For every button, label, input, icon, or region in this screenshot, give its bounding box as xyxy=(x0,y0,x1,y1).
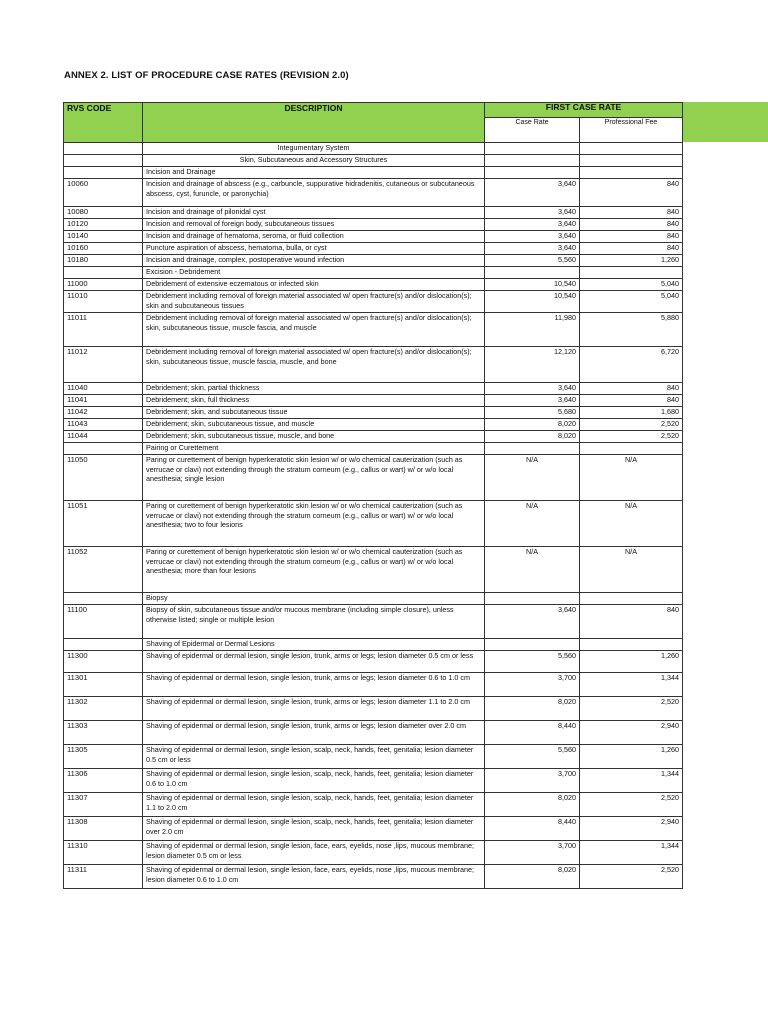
professional-fee-cell: N/A xyxy=(580,455,683,501)
case-rate-cell: 3,640 xyxy=(485,231,580,243)
case-rate-cell: 5,560 xyxy=(485,255,580,267)
rvs-code-cell: 11044 xyxy=(64,431,143,443)
rvs-code-cell: 11307 xyxy=(64,793,143,817)
rvs-code-cell: 11308 xyxy=(64,817,143,841)
case-rate-cell: 3,640 xyxy=(485,383,580,395)
case-rate-cell: 3,700 xyxy=(485,769,580,793)
description-cell: Incision and drainage of pilonidal cyst xyxy=(143,207,485,219)
case-rate-cell: 10,540 xyxy=(485,279,580,291)
code-cell xyxy=(64,593,143,605)
description-cell: Debridement of extensive eczematous or infected skin xyxy=(143,279,485,291)
professional-fee-header: Professional Fee xyxy=(580,118,683,143)
group-row xyxy=(64,593,683,605)
table-row xyxy=(64,407,683,419)
code-cell xyxy=(64,267,143,279)
professional-fee-cell xyxy=(580,639,683,651)
rvs-code-cell: 11000 xyxy=(64,279,143,291)
description-cell: Incision and removal of foreign body, subcutaneous tissues xyxy=(143,219,485,231)
header-row xyxy=(64,103,683,118)
professional-fee-cell: 2,940 xyxy=(580,817,683,841)
case-rate-cell: 3,640 xyxy=(485,605,580,639)
case-rate-cell: 8,020 xyxy=(485,431,580,443)
description-cell: Debridement including removal of foreign material associated w/ open fracture(s) and/or dislocation(s); skin, subcutaneous tissue, muscle fascia, and muscle xyxy=(143,313,485,347)
case-rate-cell: 8,020 xyxy=(485,865,580,889)
rvs-code-cell: 11050 xyxy=(64,455,143,501)
professional-fee-cell: 2,520 xyxy=(580,431,683,443)
professional-fee-cell: 840 xyxy=(580,179,683,207)
professional-fee-cell: 1,344 xyxy=(580,673,683,697)
table-row xyxy=(64,697,683,721)
professional-fee-cell: N/A xyxy=(580,501,683,547)
case-rate-cell: 8,440 xyxy=(485,817,580,841)
professional-fee-cell xyxy=(580,267,683,279)
description-cell: Shaving of epidermal or dermal lesion, single lesion, trunk, arms or legs; lesion diameter over 2.0 cm xyxy=(143,721,485,745)
description-cell: Shaving of epidermal or dermal lesion, single lesion, scalp, neck, hands, feet, genitalia; lesion diameter over 2.0 cm xyxy=(143,817,485,841)
rvs-code-cell: 11043 xyxy=(64,419,143,431)
professional-fee-cell: 2,520 xyxy=(580,697,683,721)
rvs-code-cell: 11040 xyxy=(64,383,143,395)
table-row xyxy=(64,501,683,547)
case-rate-cell: 8,020 xyxy=(485,697,580,721)
group-row xyxy=(64,443,683,455)
description-cell: Debridement; skin, partial thickness xyxy=(143,383,485,395)
case-rate-cell: 5,680 xyxy=(485,407,580,419)
table-row xyxy=(64,431,683,443)
case-rate-cell: 3,640 xyxy=(485,219,580,231)
professional-fee-cell: 1,344 xyxy=(580,841,683,865)
rvs-code-cell: 11041 xyxy=(64,395,143,407)
case-rate-cell: 3,640 xyxy=(485,207,580,219)
professional-fee-cell: 5,880 xyxy=(580,313,683,347)
professional-fee-cell xyxy=(580,143,683,155)
group-title: Incision and Drainage xyxy=(143,167,485,179)
group-title: Excision - Debridement xyxy=(143,267,485,279)
rvs-code-cell: 11302 xyxy=(64,697,143,721)
professional-fee-cell: 2,520 xyxy=(580,865,683,889)
professional-fee-cell: 840 xyxy=(580,395,683,407)
rvs-code-cell: 11051 xyxy=(64,501,143,547)
rvs-code-cell: 11301 xyxy=(64,673,143,697)
table-row xyxy=(64,817,683,841)
table-row xyxy=(64,605,683,639)
description-cell: Debridement; skin, subcutaneous tissue, muscle, and bone xyxy=(143,431,485,443)
group-title: Pairing or Curettement xyxy=(143,443,485,455)
case-rate-cell: 11,980 xyxy=(485,313,580,347)
rvs-code-cell: 11306 xyxy=(64,769,143,793)
group-title: Shaving of Epidermal or Dermal Lesions xyxy=(143,639,485,651)
rvs-code-cell: 11100 xyxy=(64,605,143,639)
description-cell: Debridement; skin, subcutaneous tissue, and muscle xyxy=(143,419,485,431)
table-row xyxy=(64,219,683,231)
rvs-code-cell: 11052 xyxy=(64,547,143,593)
description-cell: Shaving of epidermal or dermal lesion, single lesion, face, ears, eyelids, nose ,lips, mucous membrane; lesion diameter 0.6 to 1.0 cm xyxy=(143,865,485,889)
description-header: DESCRIPTION xyxy=(143,103,485,143)
professional-fee-cell: 1,260 xyxy=(580,255,683,267)
description-cell: Paring or curettement of benign hyperkeratotic skin lesion w/ or w/o chemical cauterization (such as verrucae or clavi) not extending through the stratum corneum (e.g., callus or wart) w/ or w/o local anesthesia; single lesion xyxy=(143,455,485,501)
case-rate-cell: N/A xyxy=(485,501,580,547)
professional-fee-cell: 1,260 xyxy=(580,651,683,673)
professional-fee-cell: 840 xyxy=(580,383,683,395)
description-cell: Biopsy of skin, subcutaneous tissue and/or mucous membrane (including simple closure), unless otherwise listed; single or multiple lesion xyxy=(143,605,485,639)
code-cell xyxy=(64,639,143,651)
rvs-code-cell: 11311 xyxy=(64,865,143,889)
section-title: Integumentary System xyxy=(143,143,485,155)
description-cell: Shaving of epidermal or dermal lesion, single lesion, trunk, arms or legs; lesion diameter 0.5 cm or less xyxy=(143,651,485,673)
professional-fee-cell: 840 xyxy=(580,605,683,639)
rvs-code-cell: 10080 xyxy=(64,207,143,219)
professional-fee-cell: 1,680 xyxy=(580,407,683,419)
table-row xyxy=(64,313,683,347)
professional-fee-cell: 2,940 xyxy=(580,721,683,745)
professional-fee-cell: 2,520 xyxy=(580,419,683,431)
professional-fee-cell: 840 xyxy=(580,231,683,243)
case-rate-cell: N/A xyxy=(485,547,580,593)
description-cell: Shaving of epidermal or dermal lesion, single lesion, scalp, neck, hands, feet, genitalia; lesion diameter 1.1 to 2.0 cm xyxy=(143,793,485,817)
rvs-code-cell: 11300 xyxy=(64,651,143,673)
professional-fee-cell: 840 xyxy=(580,243,683,255)
section-row xyxy=(64,143,683,155)
table-row xyxy=(64,291,683,313)
first-case-rate-header: FIRST CASE RATE xyxy=(485,103,683,118)
description-cell: Shaving of epidermal or dermal lesion, single lesion, scalp, neck, hands, feet, genitalia; lesion diameter 0.6 to 1.0 cm xyxy=(143,769,485,793)
case-rate-cell: 3,700 xyxy=(485,673,580,697)
table-row xyxy=(64,793,683,817)
description-cell: Puncture aspiration of abscess, hematoma, bulla, or cyst xyxy=(143,243,485,255)
table-row xyxy=(64,279,683,291)
professional-fee-cell: 840 xyxy=(580,207,683,219)
table-row xyxy=(64,769,683,793)
case-rate-cell xyxy=(485,167,580,179)
professional-fee-cell: 1,260 xyxy=(580,745,683,769)
rvs-code-cell: 10180 xyxy=(64,255,143,267)
professional-fee-cell: 2,520 xyxy=(580,793,683,817)
code-cell xyxy=(64,143,143,155)
case-rate-cell: 8,020 xyxy=(485,793,580,817)
table-row xyxy=(64,255,683,267)
professional-fee-cell: N/A xyxy=(580,547,683,593)
group-row xyxy=(64,267,683,279)
rvs-code-cell: 10140 xyxy=(64,231,143,243)
case-rate-cell: 10,540 xyxy=(485,291,580,313)
professional-fee-cell: 5,040 xyxy=(580,279,683,291)
table-row xyxy=(64,841,683,865)
case-rate-cell: 5,560 xyxy=(485,651,580,673)
description-cell: Paring or curettement of benign hyperkeratotic skin lesion w/ or w/o chemical cauterization (such as verrucae or clavi) not extending through the stratum corneum (e.g., callus or wart) w/ or w/o local anesthesia; two to four lesions xyxy=(143,501,485,547)
rvs-code-cell: 10120 xyxy=(64,219,143,231)
case-rate-cell xyxy=(485,443,580,455)
table-row xyxy=(64,243,683,255)
rvs-code-cell: 11011 xyxy=(64,313,143,347)
case-rate-cell: 3,700 xyxy=(485,841,580,865)
description-cell: Shaving of epidermal or dermal lesion, single lesion, face, ears, eyelids, nose ,lips, mucous membrane; lesion diameter 0.5 cm or less xyxy=(143,841,485,865)
table-row xyxy=(64,865,683,889)
group-row xyxy=(64,167,683,179)
professional-fee-cell: 1,344 xyxy=(580,769,683,793)
description-cell: Paring or curettement of benign hyperkeratotic skin lesion w/ or w/o chemical cauterization (such as verrucae or clavi) not extending through the stratum corneum (e.g., callus or wart) w/ or w/o local anesthesia; more than four lesions xyxy=(143,547,485,593)
rvs-code-cell: 10060 xyxy=(64,179,143,207)
case-rate-cell xyxy=(485,639,580,651)
group-title: Biopsy xyxy=(143,593,485,605)
description-cell: Debridement; skin, full thickness xyxy=(143,395,485,407)
rvs-code-cell: 11012 xyxy=(64,347,143,383)
professional-fee-cell: 5,040 xyxy=(580,291,683,313)
rvs-code-cell: 10160 xyxy=(64,243,143,255)
case-rate-cell: 12,120 xyxy=(485,347,580,383)
case-rate-cell: 5,560 xyxy=(485,745,580,769)
section-title: Skin, Subcutaneous and Accessory Structures xyxy=(143,155,485,167)
procedure-table xyxy=(63,102,683,889)
rvs-code-header: RVS CODE xyxy=(64,103,143,143)
document-title: ANNEX 2. LIST OF PROCEDURE CASE RATES (REVISION 2.0) xyxy=(64,70,349,81)
description-cell: Debridement including removal of foreign material associated w/ open fracture(s) and/or dislocation(s); skin and subcutaneous tissues xyxy=(143,291,485,313)
table-row xyxy=(64,745,683,769)
table-row xyxy=(64,383,683,395)
rvs-code-cell: 11042 xyxy=(64,407,143,419)
professional-fee-cell xyxy=(580,593,683,605)
professional-fee-cell xyxy=(580,155,683,167)
code-cell xyxy=(64,155,143,167)
case-rate-cell: 3,640 xyxy=(485,243,580,255)
description-cell: Shaving of epidermal or dermal lesion, single lesion, scalp, neck, hands, feet, genitalia; lesion diameter 0.5 cm or less xyxy=(143,745,485,769)
case-rate-cell: 8,440 xyxy=(485,721,580,745)
table-row xyxy=(64,207,683,219)
description-cell: Incision and drainage, complex, postoperative wound infection xyxy=(143,255,485,267)
description-cell: Shaving of epidermal or dermal lesion, single lesion, trunk, arms or legs; lesion diameter 0.6 to 1.0 cm xyxy=(143,673,485,697)
table-row xyxy=(64,179,683,207)
case-rate-cell xyxy=(485,155,580,167)
professional-fee-cell: 6,720 xyxy=(580,347,683,383)
group-row xyxy=(64,639,683,651)
professional-fee-cell: 840 xyxy=(580,219,683,231)
professional-fee-cell xyxy=(580,443,683,455)
rvs-code-cell: 11305 xyxy=(64,745,143,769)
rvs-code-cell: 11303 xyxy=(64,721,143,745)
rvs-code-cell: 11310 xyxy=(64,841,143,865)
case-rate-header: Case Rate xyxy=(485,118,580,143)
case-rate-cell xyxy=(485,593,580,605)
table-row xyxy=(64,547,683,593)
case-rate-cell: 8,020 xyxy=(485,419,580,431)
code-cell xyxy=(64,443,143,455)
header-fill xyxy=(682,102,768,142)
description-cell: Incision and drainage of abscess (e.g., carbuncle, suppurative hidradenitis, cutaneous or subcutaneous abscess, cyst, furuncle, or paronychia) xyxy=(143,179,485,207)
table-row xyxy=(64,419,683,431)
table-row xyxy=(64,673,683,697)
section-row xyxy=(64,155,683,167)
table-row xyxy=(64,395,683,407)
table-row xyxy=(64,231,683,243)
description-cell: Incision and drainage of hematoma, seroma, or fluid collection xyxy=(143,231,485,243)
table-row xyxy=(64,721,683,745)
code-cell xyxy=(64,167,143,179)
case-rate-cell: N/A xyxy=(485,455,580,501)
description-cell: Shaving of epidermal or dermal lesion, single lesion, trunk, arms or legs; lesion diameter 1.1 to 2.0 cm xyxy=(143,697,485,721)
table-row xyxy=(64,347,683,383)
case-rate-cell xyxy=(485,143,580,155)
description-cell: Debridement; skin, and subcutaneous tissue xyxy=(143,407,485,419)
table-row xyxy=(64,455,683,501)
case-rate-cell: 3,640 xyxy=(485,395,580,407)
case-rate-cell: 3,640 xyxy=(485,179,580,207)
professional-fee-cell xyxy=(580,167,683,179)
description-cell: Debridement including removal of foreign material associated w/ open fracture(s) and/or dislocation(s); skin, subcutaneous tissue, muscle fascia, muscle, and bone xyxy=(143,347,485,383)
rvs-code-cell: 11010 xyxy=(64,291,143,313)
case-rate-cell xyxy=(485,267,580,279)
table-row xyxy=(64,651,683,673)
